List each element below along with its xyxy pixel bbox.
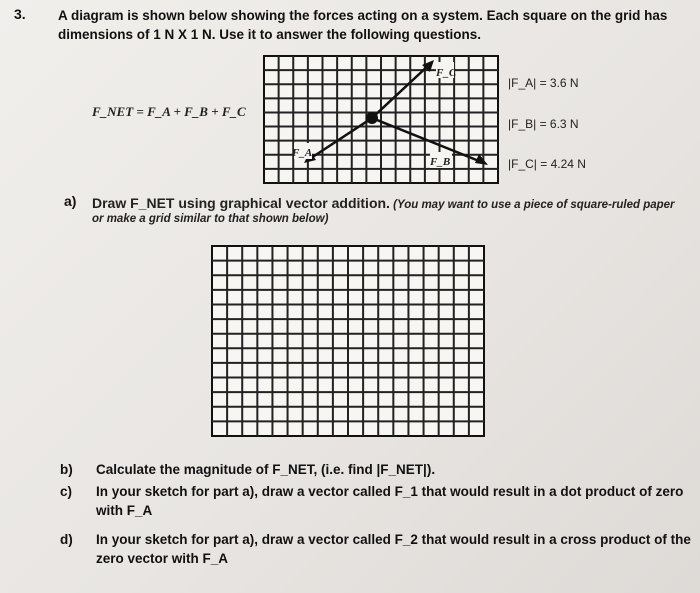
label-fa: F_A: [292, 147, 313, 159]
part-c-label: c): [60, 484, 73, 499]
magnitude-fa: |F_A| = 3.6 N: [508, 76, 579, 90]
question-text: A diagram is shown below showing the forces acting on a system. Each square on the grid has dimensions of 1 N X 1 N. Use it to answer the following questions.: [58, 8, 668, 42]
question-parts: [60, 460, 700, 590]
magnitude-fc: |F_C| = 4.24 N: [508, 157, 586, 171]
part-a-instruction: Draw F_NET using graphical vector addition.: [92, 195, 390, 211]
part-d-label: d): [60, 532, 73, 547]
net-force-equation: F_NET = F_A + F_B + F_C: [92, 104, 246, 119]
part-c-text: In your sketch for part a), draw a vector called F_1 that would result in a dot product of zero with F_A: [96, 484, 684, 518]
part-b-label: b): [60, 462, 73, 477]
question-number: 3.: [14, 6, 26, 22]
label-fb: F_B: [430, 156, 451, 168]
magnitude-fb: |F_B| = 6.3 N: [508, 117, 579, 131]
part-a-note: (You may want to use a piece of square-ruled paper or make a grid similar to that shown below): [92, 199, 675, 225]
part-d-text: In your sketch for part a), draw a vector called F_2 that would result in a cross product of the zero vector with F_A: [96, 532, 691, 566]
label-fc: F_C: [436, 67, 457, 79]
part-b-text: Calculate the magnitude of F_NET, (i.e. find |F_NET|).: [96, 462, 436, 477]
part-a-label: a): [64, 193, 77, 209]
